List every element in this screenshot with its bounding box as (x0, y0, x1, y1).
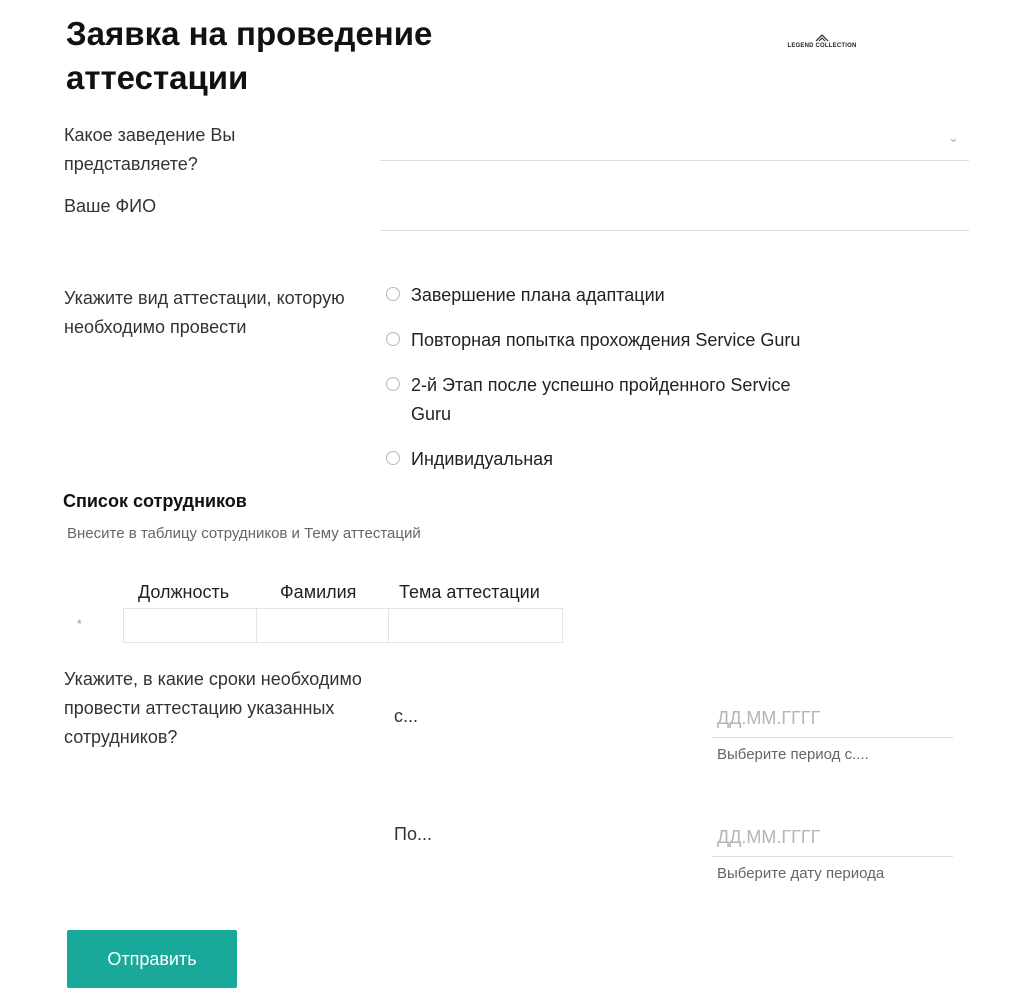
fio-label: Ваше ФИО (64, 196, 157, 216)
table-header-position: Должность (138, 582, 230, 602)
radio-option-adaptation[interactable] (386, 281, 866, 310)
period-label: Укажите, в какие сроки необходимо провести аттестацию указанных сотрудников? (64, 669, 362, 747)
table-cell-position-input[interactable] (123, 608, 257, 643)
radio-circle-icon[interactable] (386, 377, 400, 391)
submit-button[interactable]: Отправить (67, 930, 237, 988)
page-title: Заявка на проведение аттестации (66, 15, 433, 96)
attestation-type-label: Укажите вид аттестации, которую необходимо провести (64, 288, 345, 337)
radio-option-individual[interactable] (386, 445, 866, 474)
radio-option-retry-service-guru[interactable] (386, 326, 866, 355)
attestation-type-radio-group (386, 281, 866, 490)
radio-option-second-stage[interactable] (386, 371, 866, 429)
logo-roof-icon (815, 34, 829, 42)
period-to-label: По... (394, 824, 432, 844)
radio-circle-icon[interactable] (386, 451, 400, 465)
fio-input[interactable] (380, 192, 969, 231)
brand-logo (782, 34, 862, 50)
radio-circle-icon[interactable] (386, 287, 400, 301)
date-to-input[interactable] (712, 818, 953, 857)
radio-option-label: Индивидуальная (411, 449, 553, 469)
establishment-label: Какое заведение Вы представляете? (64, 125, 236, 174)
required-marker: * (77, 617, 82, 631)
date-from-hint: Выберите период с.... (717, 746, 869, 763)
table-cell-surname-input[interactable] (256, 608, 389, 643)
employees-section-title: Список сотрудников (63, 491, 247, 511)
chevron-down-icon: ⌄ (948, 130, 959, 145)
radio-option-label: 2-й Этап после успешно пройденного Service Guru (411, 375, 791, 424)
table-cell-topic-input[interactable] (388, 608, 563, 643)
date-from-input[interactable] (712, 699, 953, 738)
table-header-topic: Тема аттестации (399, 582, 540, 602)
radio-option-label: Повторная попытка прохождения Service Guru (411, 330, 801, 350)
employees-section-description: Внесите в таблицу сотрудников и Тему аттестаций (67, 525, 421, 542)
table-header-surname: Фамилия (280, 582, 357, 602)
period-from-label: с... (394, 706, 419, 726)
radio-circle-icon[interactable] (386, 332, 400, 346)
establishment-select[interactable] (380, 122, 969, 161)
date-to-hint: Выберите дату периода (717, 865, 885, 882)
logo-text: LEGEND COLLECTION (787, 43, 857, 49)
radio-option-label: Завершение плана адаптации (411, 285, 665, 305)
